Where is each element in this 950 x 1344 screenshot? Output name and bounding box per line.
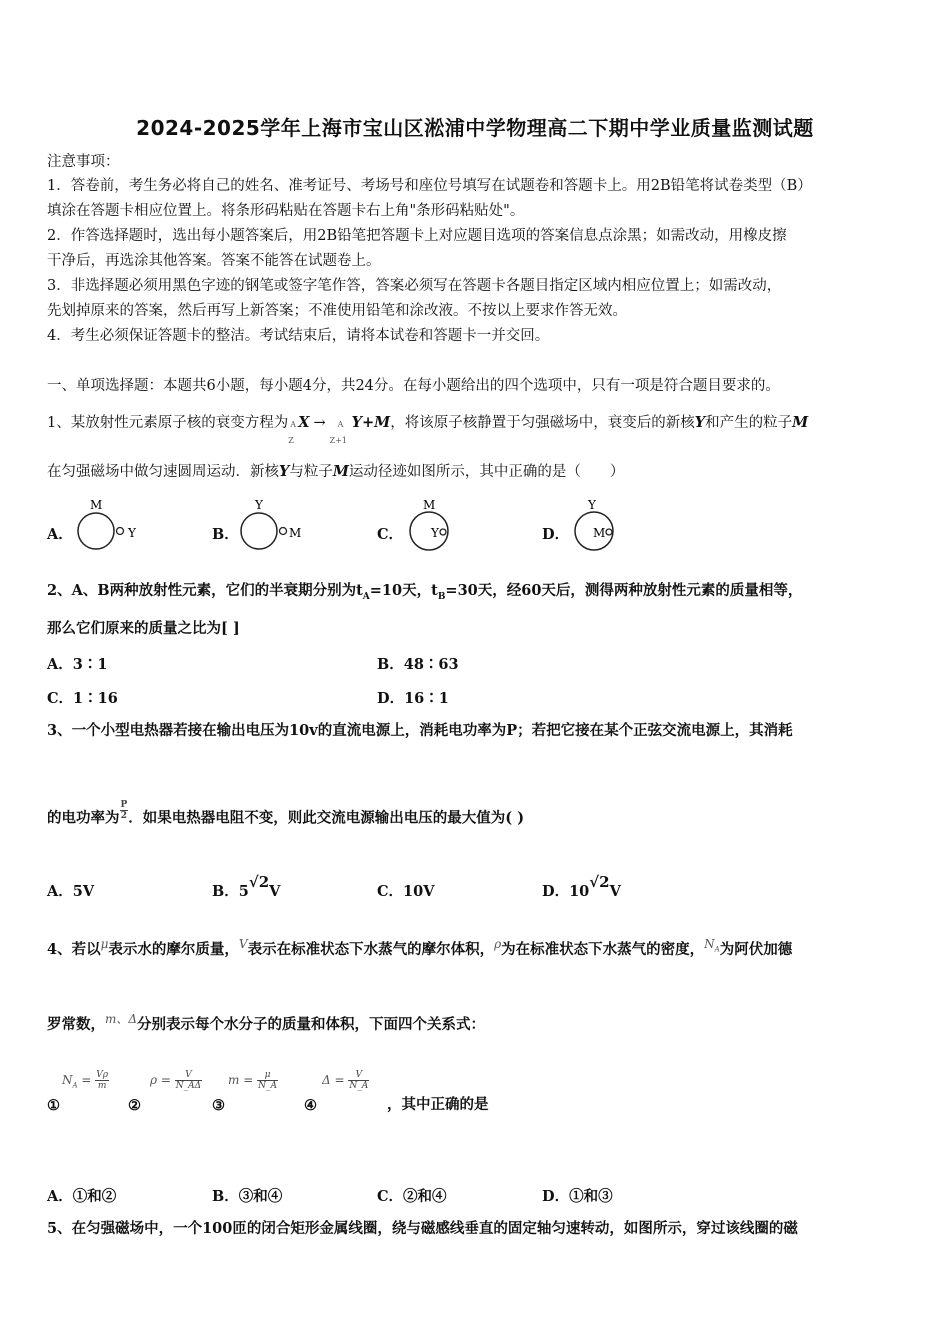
fraction [257,1070,278,1091]
numerator: μ [257,1070,278,1081]
question-4-stem [47,937,793,965]
text: 与粒子 [289,464,333,480]
fraction [348,1070,369,1091]
text: 运动径迹如图所示，其中正确的是（ ） [348,464,625,480]
diagram-label-side: Y [431,526,439,540]
formula-marker-4: ④ [304,1097,317,1114]
q2-option-a: A．3∶1 [47,656,108,673]
atomic-number: Z+1 [329,436,348,445]
text: ，将该原子核静置于匀强磁场中，衰变后的新核 [390,415,695,431]
text: V [269,883,281,900]
notice-line: 3．非选择题必须用黑色字迹的钢笔或签字笔作答，答案必须写在答题卡各题目指定区域内相应位置上；如需改动， [47,278,782,294]
diagram-label-top: Y [255,498,263,512]
q4-option-c: C．②和④ [377,1188,447,1205]
page-title: 2024-2025学年上海市宝山区淞浦中学物理高二下期中学业质量监测试题 [136,116,814,140]
formula-3 [228,1070,278,1091]
q4-option-d: D．①和③ [542,1188,613,1205]
numerator: Vρ [96,1070,109,1080]
denominator: 2 [120,811,128,821]
question-2-stem [47,581,802,607]
question-5-stem: 5、在匀强磁场中，一个100匝的闭合矩形金属线圈，绕与磁感线垂直的固定轴匀速转动，如图所示，穿过该线圈的磁 [47,1220,798,1237]
option-b-label: B． [212,526,239,543]
small-orbit [280,528,287,535]
text: 为阿伏加德 [719,941,793,958]
numerator: V [175,1070,202,1081]
text: 表示在标准状态下水蒸气的摩尔体积， [247,941,495,958]
question-3-stem-2 [47,800,525,829]
formula-marker-3: ③ [212,1097,225,1114]
products: Y+M [351,414,391,431]
track-diagram-b [238,497,308,553]
diagram-label-top: M [90,498,103,512]
fraction [175,1070,202,1091]
notice-line: 干净后，再选涂其他答案。答案不能答在试题卷上。 [47,253,381,269]
text: 4、若以 [47,941,101,958]
nucleus-y: Y [279,463,290,480]
text: N [62,1073,73,1087]
text: Δ = [322,1073,345,1087]
notice-line: 先划掉原来的答案，然后再写上新答案；不准使用铅笔和涂改液。不按以上要求作答无效。 [47,303,627,319]
question-3-stem: 3、一个小型电热器若接在输出电压为10v的直流电源上，消耗电功率为P；若把它接在某个正弦交流电源上，其消耗 [47,722,793,739]
arrow-symbol: → [313,415,326,431]
mass-number: A [290,420,297,429]
text: ρ = [150,1073,171,1087]
diagram-label-side: Y [128,526,136,540]
subscript: A [714,945,720,954]
option-a-label: A． [47,526,73,543]
track-diagram-d [572,497,632,553]
small-orbit [117,528,124,535]
formula-1 [62,1070,109,1091]
question-4-stem-2 [47,1012,486,1035]
denominator: N_AΔ [175,1081,202,1091]
symbol: t [356,582,363,599]
text: ．如果电热器电阻不变，则此交流电源输出电压的最大值为( ) [128,809,525,827]
formula-2 [150,1070,202,1091]
atomic-number: Z [288,436,294,445]
symbol: t [431,582,438,599]
q3-option-a: A．5V [47,883,95,900]
text: B．5 [212,883,249,900]
text: 表示水的摩尔质量， [108,941,239,958]
formula-marker-2: ② [128,1097,141,1114]
large-orbit [78,513,114,549]
particle-m: M [792,414,809,431]
section-heading: 一、单项选择题：本题共6小题，每小题4分，共24分。在每小题给出的四个选项中，只有一项是符合题目要求的。 [47,378,780,394]
equals: = [81,1073,92,1087]
text: 分别表示每个水分子的质量和体积，下面四个关系式： [137,1016,486,1033]
q2-option-c: C．1∶16 [47,690,118,707]
denominator: N_A [258,1081,277,1091]
symbol-rho: ρ [494,937,502,951]
nucleus-y: Y [694,414,706,431]
q3-option-c: C．10V [377,883,435,900]
text: 在匀强磁场中做匀速圆周运动．新核 [47,464,279,480]
formula-4 [322,1070,369,1091]
text: D．10 [542,883,590,900]
symbol-v: V [238,937,248,951]
diagram-label-side: M [593,526,606,540]
denominator: N_A [349,1081,369,1091]
mass-number: A [337,420,344,429]
symbol-m-delta: m、Δ [105,1012,138,1026]
subscript: A [72,1081,78,1090]
text: 罗常数， [47,1016,105,1033]
option-c-label: C． [377,526,404,543]
text: 的电功率为 [47,809,120,827]
fraction [95,1070,109,1091]
q3-option-b [212,873,281,901]
particle-m: M [332,463,349,480]
notice-line: 1．答卷前，考生务必将自己的姓名、准考证号、考场号和座位号填写在试题卷和答题卡上。用2B铅笔将试卷类型（B） [47,178,812,194]
track-diagram-c [407,497,467,553]
text: 2、A、B两种放射性元素，它们的半衰期分别为 [47,582,357,599]
subscript: A [362,591,370,602]
text: N [704,937,715,951]
notice-line: 2．作答选择题时，选出每小题答案后，用2B铅笔把答题卡上对应题目选项的答案信息点涂黑；如需改动，用橡皮擦 [47,228,787,244]
numerator: P [120,800,128,810]
symbol-mu: μ [100,937,109,951]
sqrt-2: √2 [589,873,610,891]
q4-option-a: A．①和② [47,1188,117,1205]
formula-marker-1: ① [47,1097,60,1114]
diagram-label-top: Y [588,498,596,512]
small-orbit [606,529,612,535]
notice-line: 4．考生必须保证答题卡的整洁。考试结束后，请将本试卷和答题卡一并交回。 [47,328,550,344]
question-1-stem-2 [47,462,624,482]
q2-option-b: B．48∶63 [377,656,459,673]
q3-option-d [542,873,621,901]
sqrt-2: √2 [248,873,270,891]
nucleus-x: X [298,414,310,431]
notice-line: 填涂在答题卡相应位置上。将条形码粘贴在答题卡右上角"条形码粘贴处"。 [47,203,525,219]
denominator: m [97,1081,107,1091]
text: m = [228,1073,254,1087]
option-d-label: D． [542,526,570,543]
text: 和产生的粒子 [705,415,793,431]
q2-option-d: D．16∶1 [377,690,449,707]
diagram-label-top: M [423,498,436,512]
q4-option-b: B．③和④ [212,1188,283,1205]
numerator: V [348,1070,369,1081]
large-orbit [241,513,277,549]
fraction-p-over-2 [120,800,129,821]
text: =10天， [369,582,432,599]
track-diagram-a [75,497,145,553]
diagram-label-side: M [289,526,302,540]
text: =30天，经60天后，测得两种放射性元素的质量相等， [445,582,803,599]
text: 为在标准状态下水蒸气的密度， [501,941,705,958]
notice-heading: 注意事项： [47,154,120,170]
question-1-stem [47,413,809,445]
large-orbit [410,512,448,550]
subscript: B [437,591,446,602]
question-4-tail: ，其中正确的是 [387,1096,489,1113]
symbol-na [704,937,720,954]
small-orbit [440,529,446,535]
text: 1、某放射性元素原子核的衰变方程为 [47,415,289,431]
question-2-stem-2: 那么它们原来的质量之比为[ ] [47,620,240,637]
text: V [609,883,621,900]
